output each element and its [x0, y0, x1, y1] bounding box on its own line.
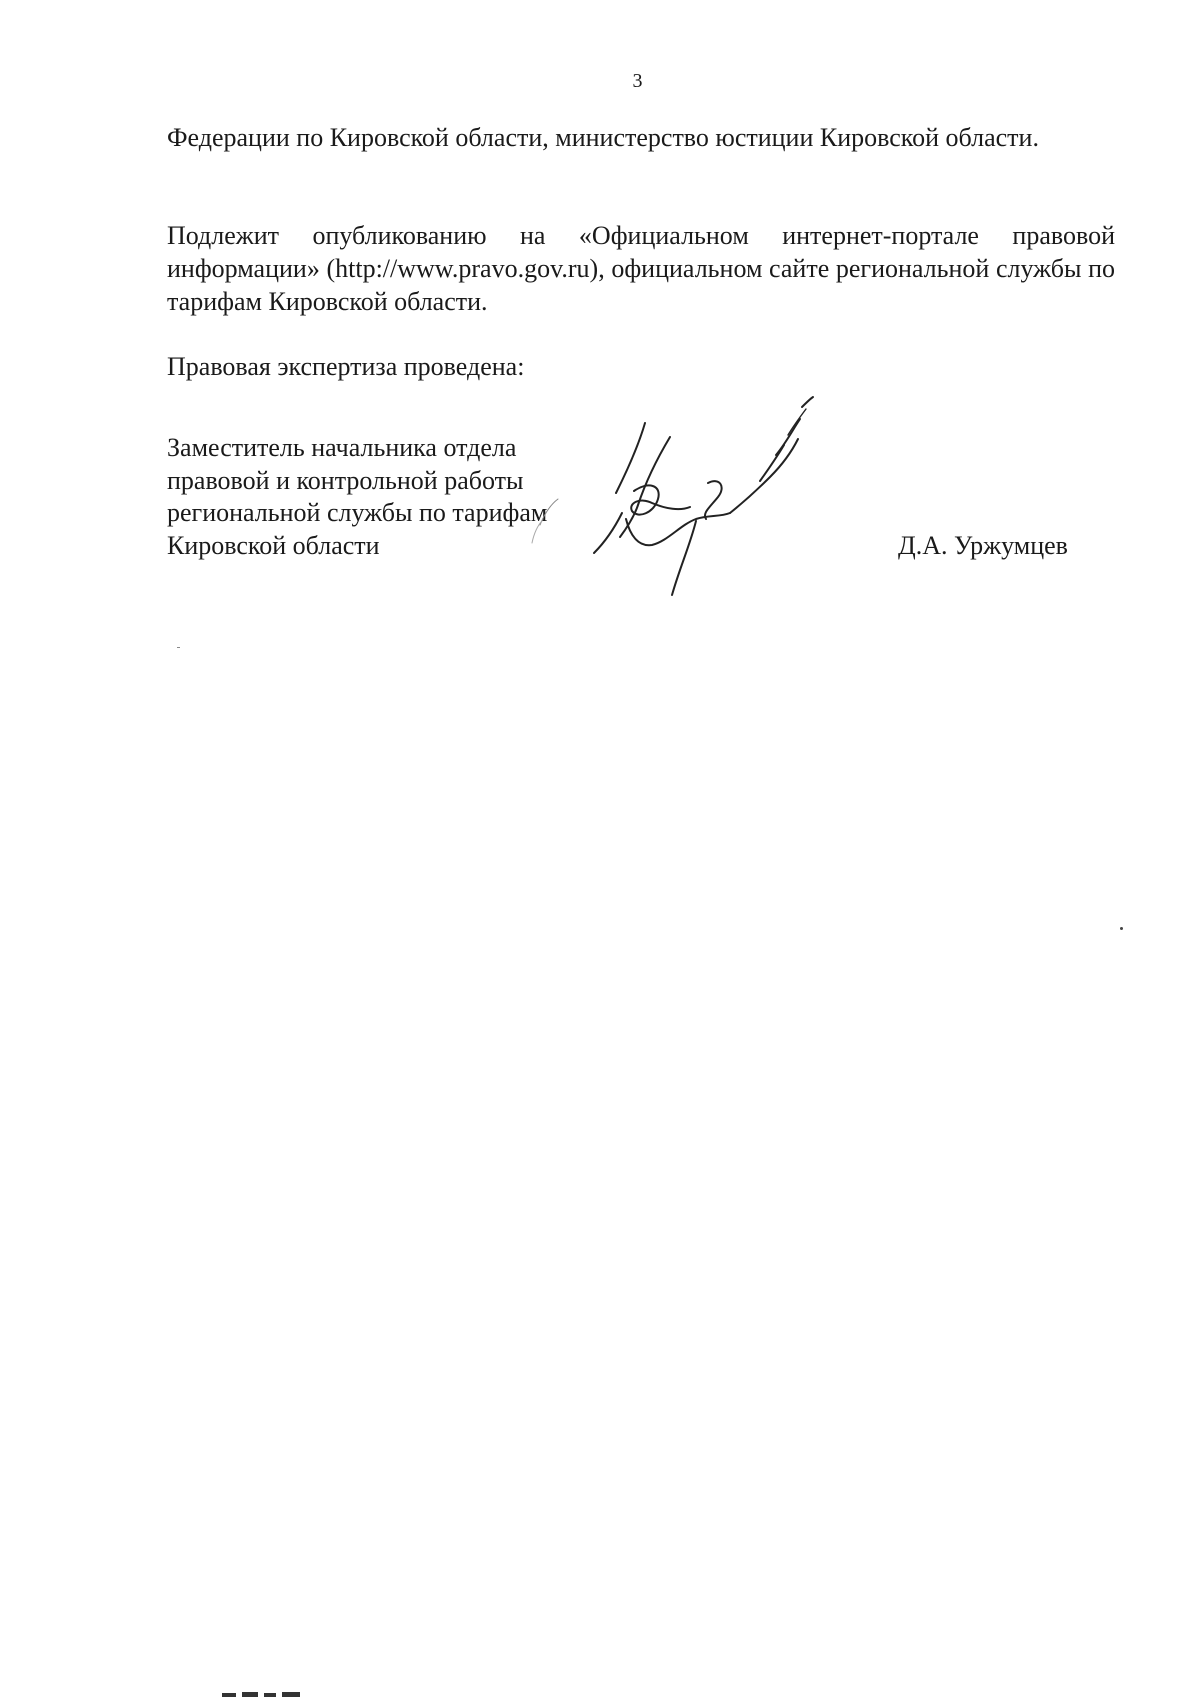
- paragraph-recipients: Федерации по Кировской области, министерство юстиции Кировской области.: [167, 123, 1039, 152]
- handwritten-signature-icon: [530, 395, 860, 605]
- signer-position-line: Кировской области: [167, 530, 380, 560]
- paragraph-legal-review: Правовая экспертиза проведена:: [167, 352, 525, 381]
- signer-name: Д.А. Уржумцев: [898, 531, 1068, 560]
- scan-speck: [1120, 927, 1123, 930]
- page-number: 3: [632, 70, 643, 92]
- signer-position-line: региональной службы по тарифам: [167, 498, 548, 527]
- cropped-text-fragment: [222, 1690, 322, 1697]
- signer-position-line: Заместитель начальника отдела: [167, 433, 517, 462]
- paragraph-publication: Подлежит опубликованию на «Официальном интернет-портале правовой информации» (http://www.pravo.gov.ru), официальном сайте региональной службы по тарифам Кировской области.: [167, 221, 1115, 316]
- signer-position: [167, 432, 547, 562]
- signer-position-line: правовой и контрольной работы: [167, 465, 524, 495]
- scan-speck: [177, 647, 180, 648]
